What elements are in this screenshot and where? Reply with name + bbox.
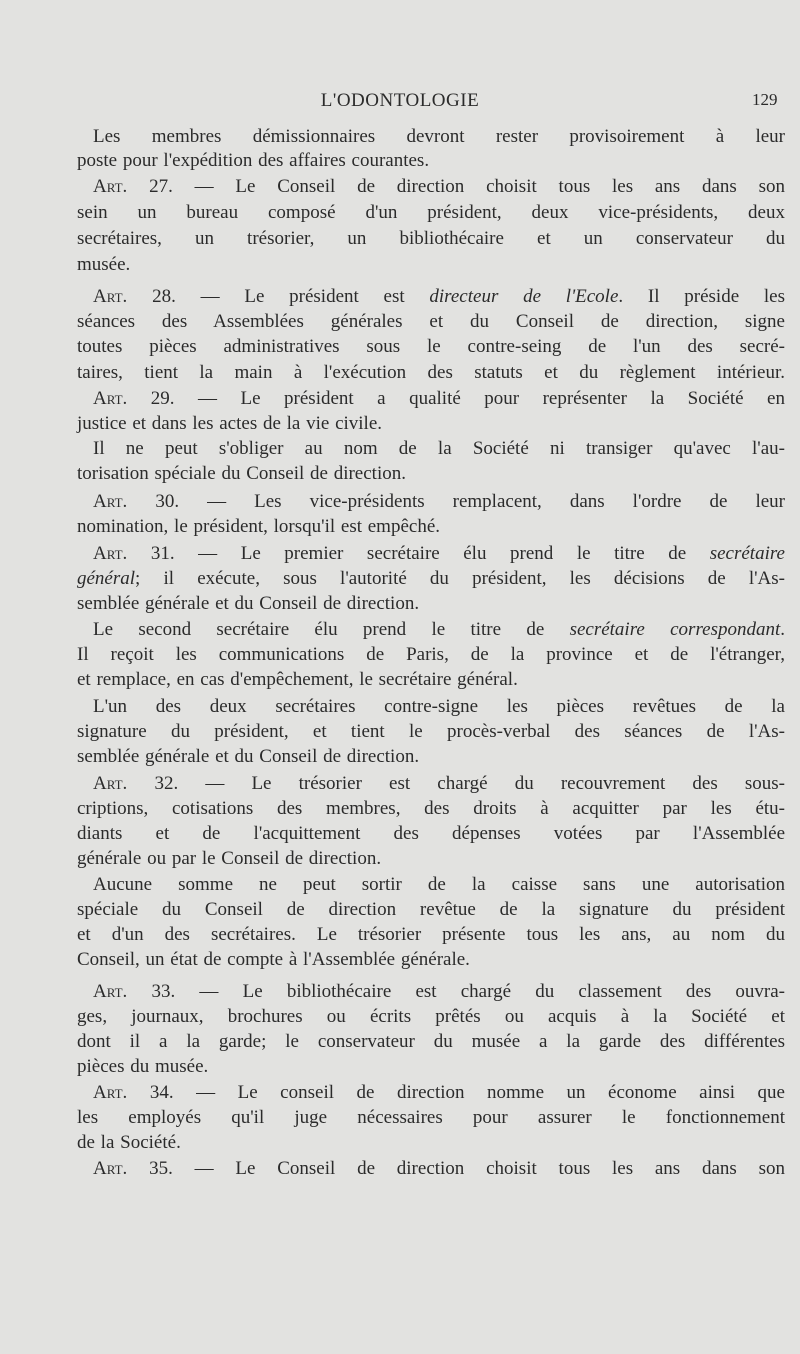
- text-segment: Il reçoit les communications de Paris, de la province et de l'étranger,: [77, 644, 785, 665]
- text-segment: dont il a la garde; le conservateur du musée a la garde des différentes: [77, 1031, 785, 1052]
- text-line: [77, 746, 785, 768]
- text-segment: 29. — Le président a qualité pour représenter la Société en: [127, 388, 785, 409]
- text-segment: et d'un des secrétaires. Le trésorier présente tous les ans, au nom du: [77, 924, 785, 945]
- text-segment: de la Société.: [77, 1132, 181, 1153]
- text-line: [77, 669, 785, 691]
- text-line: [77, 721, 785, 743]
- text-line: [77, 823, 785, 845]
- text-segment: signature du président, et tient le procès-verbal des séances de l'As-: [77, 721, 785, 742]
- text-line: [93, 619, 785, 641]
- running-title: L'ODONTOLOGIE: [320, 90, 480, 111]
- text-segment: Le second secrétaire élu prend le titre de: [93, 619, 570, 640]
- italic-text: secrétaire correspondant: [569, 619, 781, 640]
- text-segment: poste pour l'expédition des affaires courantes.: [77, 150, 430, 171]
- article-label: Art.: [93, 1082, 128, 1103]
- text-segment: Aucune somme ne peut sortir de la caisse sans une autorisation: [93, 874, 785, 895]
- text-segment: sein un bureau composé d'un président, deux vice-présidents, deux: [77, 202, 785, 223]
- text-line: [93, 491, 785, 513]
- text-line: [77, 463, 785, 485]
- text-segment: spéciale du Conseil de direction revêtue de la signature du président: [77, 899, 785, 920]
- text-line: [77, 202, 785, 224]
- text-line: [77, 568, 785, 590]
- article-label: Art.: [93, 1158, 128, 1179]
- italic-text: général: [77, 568, 136, 589]
- text-segment: générale ou par le Conseil de direction.: [77, 848, 382, 869]
- italic-text: secrétaire: [709, 543, 785, 564]
- text-line: [93, 696, 785, 718]
- text-segment: 30. — Les vice-présidents remplacent, dans l'ordre de leur: [127, 491, 785, 512]
- text-segment: torisation spéciale du Conseil de direction.: [77, 463, 406, 484]
- text-line: [77, 1132, 785, 1154]
- text-segment: 31. — Le premier secrétaire élu prend le titre de: [127, 543, 710, 564]
- text-line: [77, 336, 785, 358]
- article-label: Art.: [93, 491, 128, 512]
- text-segment: 35. — Le Conseil de direction choisit tous les ans dans son: [127, 1158, 785, 1179]
- text-segment: diants et de l'acquittement des dépenses votées par l'Assemblée: [77, 823, 785, 844]
- text-segment: secrétaires, un trésorier, un bibliothécaire et un conservateur du: [77, 228, 785, 249]
- text-segment: criptions, cotisations des membres, des droits à acquitter par les étu-: [77, 798, 785, 819]
- text-segment: musée.: [77, 254, 131, 275]
- text-line: [93, 438, 785, 460]
- text-segment: ; il exécute, sous l'autorité du président, les décisions de l'As-: [135, 568, 785, 589]
- text-segment: 32. — Le trésorier est chargé du recouvrement des sous-: [127, 773, 785, 794]
- text-segment: . Il préside les: [618, 286, 785, 307]
- text-line: [77, 516, 785, 538]
- text-segment: semblée générale et du Conseil de direction.: [77, 746, 420, 767]
- text-segment: toutes pièces administratives sous le contre-seing de l'un des secré-: [77, 336, 785, 357]
- text-segment: Conseil, un état de compte à l'Assemblée générale.: [77, 949, 470, 970]
- text-segment: justice et dans les actes de la vie civile.: [77, 413, 383, 434]
- text-line: [93, 286, 785, 308]
- text-line: [77, 228, 785, 250]
- text-segment: L'un des deux secrétaires contre-signe les pièces revêtues de la: [93, 696, 785, 717]
- text-line: [77, 949, 785, 971]
- text-line: [77, 924, 785, 946]
- text-line: [77, 848, 785, 870]
- text-line: [77, 1031, 785, 1053]
- text-line: [93, 388, 785, 410]
- text-segment: Il ne peut s'obliger au nom de la Société ni transiger qu'avec l'au-: [93, 438, 785, 459]
- text-segment: 33. — Le bibliothécaire est chargé du classement des ouvra-: [127, 981, 785, 1002]
- text-line: [77, 311, 785, 333]
- text-segment: 27. — Le Conseil de direction choisit tous les ans dans son: [127, 176, 785, 197]
- text-line: [93, 176, 785, 198]
- text-line: [77, 150, 785, 172]
- article-label: Art.: [93, 773, 128, 794]
- text-segment: les employés qu'il juge nécessaires pour assurer le fonctionnement: [77, 1107, 785, 1128]
- text-segment: nomination, le président, lorsqu'il est empêché.: [77, 516, 441, 537]
- article-label: Art.: [93, 286, 128, 307]
- article-label: Art.: [93, 543, 128, 564]
- text-line: [77, 899, 785, 921]
- text-line: [93, 126, 785, 148]
- text-line: [77, 593, 785, 615]
- text-segment: 28. — Le président est: [127, 286, 430, 307]
- text-line: [77, 1056, 785, 1078]
- text-segment: 34. — Le conseil de direction nomme un économe ainsi que: [127, 1082, 785, 1103]
- text-segment: semblée générale et du Conseil de direction.: [77, 593, 420, 614]
- text-segment: séances des Assemblées générales et du Conseil de direction, signe: [77, 311, 785, 332]
- text-line: [93, 981, 785, 1003]
- text-line: [77, 254, 785, 276]
- text-segment: Les membres démissionnaires devront rester provisoirement à leur: [93, 126, 785, 147]
- text-line: [77, 1006, 785, 1028]
- text-line: [77, 798, 785, 820]
- text-segment: .: [780, 619, 785, 640]
- text-line: [93, 1158, 785, 1180]
- text-line: [93, 773, 785, 795]
- italic-text: directeur de l'Ecole: [429, 286, 619, 307]
- text-line: [93, 874, 785, 896]
- text-line: [93, 543, 785, 565]
- text-segment: ges, journaux, brochures ou écrits prêtés ou acquis à la Société et: [77, 1006, 785, 1027]
- article-label: Art.: [93, 981, 128, 1002]
- text-line: [77, 1107, 785, 1129]
- article-label: Art.: [93, 176, 128, 197]
- article-label: Art.: [93, 388, 128, 409]
- text-segment: taires, tient la main à l'exécution des statuts et du règlement intérieur.: [77, 362, 785, 383]
- page-number: 129: [752, 90, 778, 109]
- text-line: [77, 413, 785, 435]
- text-line: [77, 362, 785, 384]
- text-segment: pièces du musée.: [77, 1056, 209, 1077]
- text-line: [77, 644, 785, 666]
- text-segment: et remplace, en cas d'empêchement, le secrétaire général.: [77, 669, 518, 690]
- text-line: [93, 1082, 785, 1104]
